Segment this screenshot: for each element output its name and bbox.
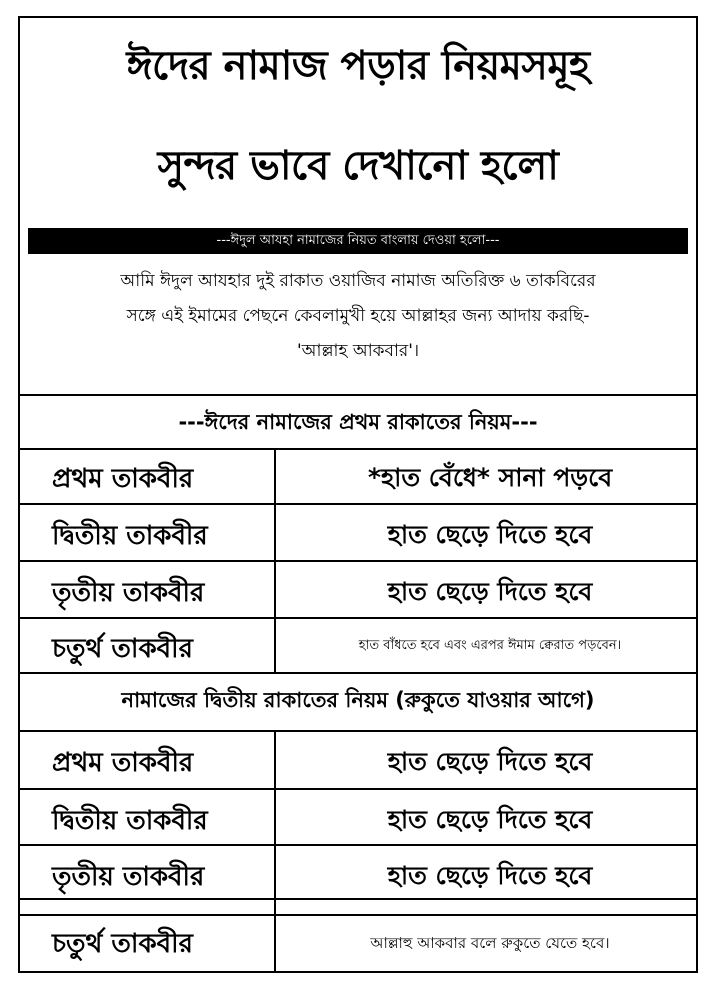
title-line-2: সুন্দর ভাবে দেখানো হলো [157,143,559,189]
rakat1-takbir-3-label: তৃতীয় তাকবীর [52,578,205,608]
column-divider [274,448,276,674]
rakat1-takbir-1-label: প্রথম তাকবীর [52,464,194,494]
divider [20,617,696,619]
niyat-text [30,264,686,394]
section-1-heading: ---ঈদের নামাজের প্রথম রাকাতের নিয়ম--- [178,410,538,434]
rakat1-takbir-4-rule: হাত বাঁধতে হবে এবং এরপর ঈমাম ক্বেরাত পড়বেন। [358,638,622,653]
section-2-heading: নামাজের দ্বিতীয় রাকাতের নিয়ম (রুকুতে যাওয়ার আগে) [121,688,595,712]
title-line-1: ঈদের নামাজ পড়ার নিয়মসমূহ [126,43,590,89]
rakat1-takbir-2-rule: হাত ছেড়ে দিতে হবে [387,520,593,549]
divider [20,503,696,505]
divider [20,394,696,396]
divider [20,448,696,450]
niyat-line: আমি ঈদুল আযহার দুই রাকাত ওয়াজিব নামাজ অতিরিক্ত ৬ তাকবিরের [120,271,596,291]
divider [20,844,696,846]
rakat2-takbir-1-rule: হাত ছেড়ে দিতে হবে [387,747,593,776]
rakat2-takbir-4-label: চতুর্থ তাকবীর [52,929,193,959]
niyat-banner: ---ঈদুল আযহা নামাজের নিয়ত বাংলায় দেওয়া হলো--- [28,228,688,254]
niyat-line: 'আল্লাহ আকবার'। [296,341,420,361]
divider [20,788,696,790]
rakat2-takbir-3-rule: হাত ছেড়ে দিতে হবে [387,861,593,890]
rakat2-takbir-2-rule: হাত ছেড়ে দিতে হবে [387,805,593,834]
document-sheet [18,16,698,973]
divider [20,672,696,674]
divider [20,560,696,562]
rakat2-takbir-3-label: তৃতীয় তাকবীর [52,862,205,892]
divider [20,730,696,732]
niyat-line: সঙ্গে এই ইমামের পেছনে কেবলামুখী হয়ে আল্লাহর জন্য আদায় করছি- [126,306,590,326]
rakat1-takbir-3-rule: হাত ছেড়ে দিতে হবে [387,577,593,606]
rakat1-takbir-4-label: চতুর্থ তাকবীর [52,634,193,664]
rakat1-takbir-1-rule: *হাত বেঁধে* সানা পড়বে [367,463,613,492]
rakat2-takbir-4-rule: আল্লাহু আকবার বলে রুকুতে যেতে হবে। [370,934,610,952]
rakat2-takbir-2-label: দ্বিতীয় তাকবীর [52,806,208,836]
column-divider [274,730,276,973]
rakat2-takbir-1-label: প্রথম তাকবীর [52,748,194,778]
rakat1-takbir-2-label: দ্বিতীয় তাকবীর [52,521,208,551]
divider [20,914,696,916]
